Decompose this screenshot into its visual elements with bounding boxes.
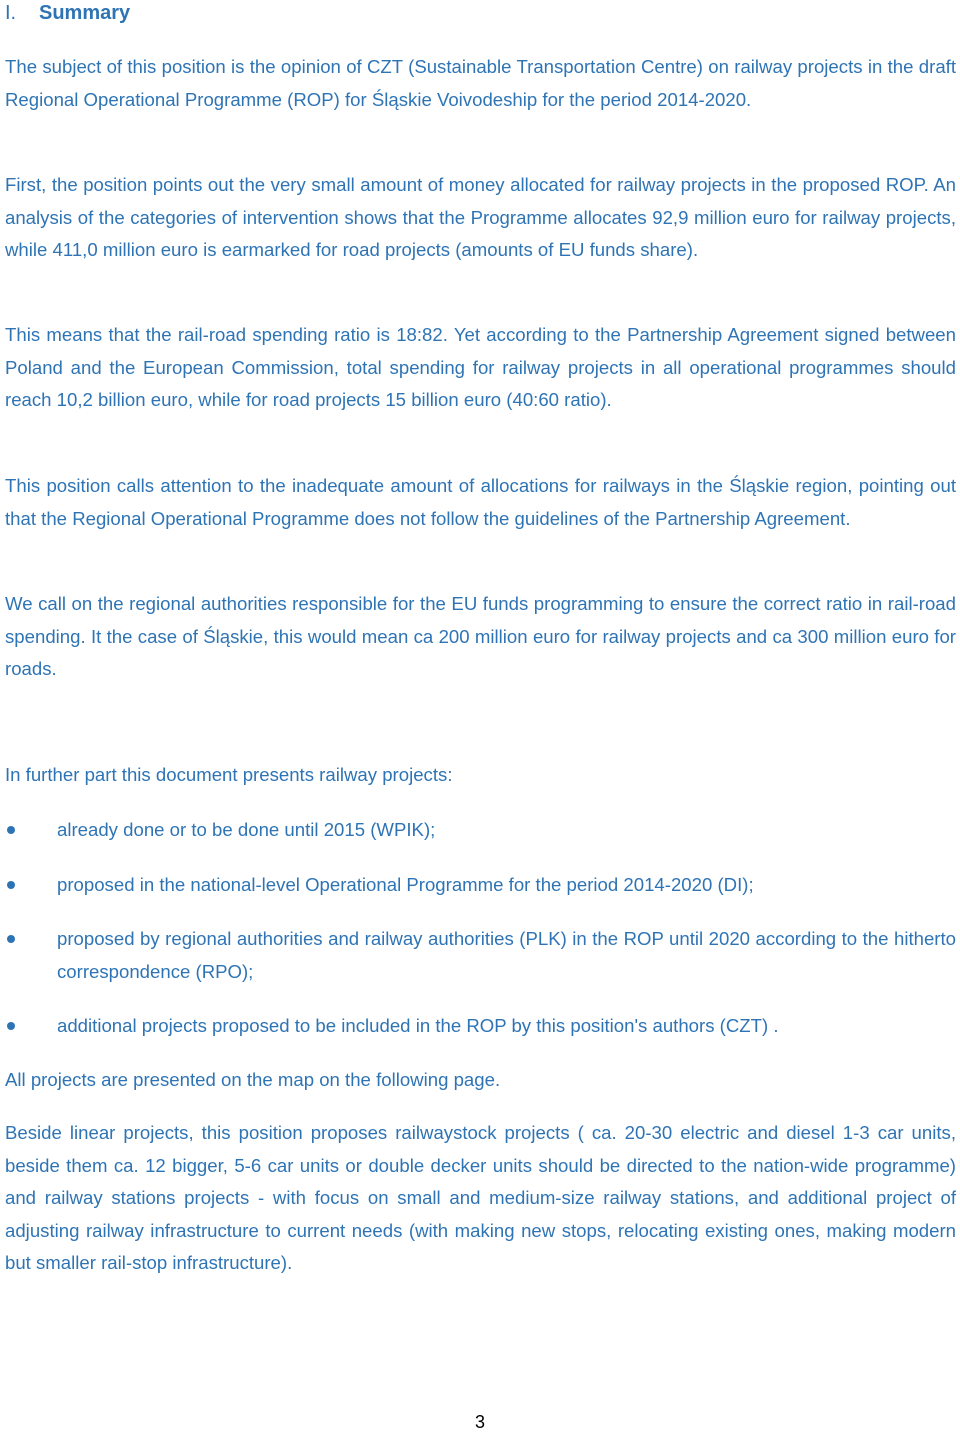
page-number: 3 (474, 1412, 485, 1432)
paragraph-rolling-stock: Beside linear projects, this position proposes railwaystock projects ( ca. 20-30 electric and diesel 1-3 car units, beside them ca. 12 bigger, 5-6 car units or double decker units should be directed to the nation-wide programme) and railway stations projects - with focus on small and medium-size railway stations, and additional project of adjusting railway infrastructure to current needs (with making new stops, relocating existing ones, making modern but smaller rail-stop infrastructure). (5, 1122, 956, 1274)
list-item-text: proposed in the national-level Operational Programme for the period 2014-2020 (DI); (57, 874, 754, 895)
paragraph-attention: This position calls attention to the inadequate amount of allocations for railways in the Śląskie region, pointing out that the Regional Operational Programme does not follow the guidelines of the Partnership Agreement. (5, 475, 956, 529)
list-item-text: already done or to be done until 2015 (WPIK); (57, 819, 436, 840)
section-number: I. (5, 2, 17, 24)
bullet-icon (7, 826, 15, 834)
list-item-text: proposed by regional authorities and railway authorities (PLK) in the ROP until 2020 according to the hitherto correspondence (RPO); (57, 928, 956, 982)
paragraph-subject: The subject of this position is the opinion of CZT (Sustainable Transportation Centre) on railway projects in the draft Regional Operational Programme (ROP) for Śląskie Voivodeship for the period 2014-2020. (5, 56, 956, 110)
bullet-icon (7, 1022, 15, 1030)
paragraph-further: In further part this document presents railway projects: (5, 764, 453, 785)
bullet-icon (7, 935, 15, 943)
list-item-text: additional projects proposed to be included in the ROP by this position's authors (CZT) . (57, 1015, 779, 1036)
paragraph-map-note: All projects are presented on the map on the following page. (5, 1069, 501, 1090)
paragraph-ratio: This means that the rail-road spending ratio is 18:82. Yet according to the Partnership Agreement signed between Poland and the European Commission, total spending for railway projects in all operational programmes should reach 10,2 billion euro, while for road projects 15 billion euro (40:60 ratio). (5, 324, 956, 411)
section-heading (5, 0, 130, 26)
paragraph-allocation: First, the position points out the very small amount of money allocated for railway projects in the proposed ROP. An analysis of the categories of intervention shows that the Programme allocates 92,9 million euro for railway projects, while 411,0 million euro is earmarked for road projects (amounts of EU funds share). (5, 174, 956, 261)
section-title: Summary (39, 2, 131, 24)
bullet-icon (7, 881, 15, 889)
paragraph-call: We call on the regional authorities responsible for the EU funds programming to ensure the correct ratio in rail-road spending. It the case of Śląskie, this would mean ca 200 million euro for railway projects and ca 300 million euro for roads. (5, 593, 956, 680)
